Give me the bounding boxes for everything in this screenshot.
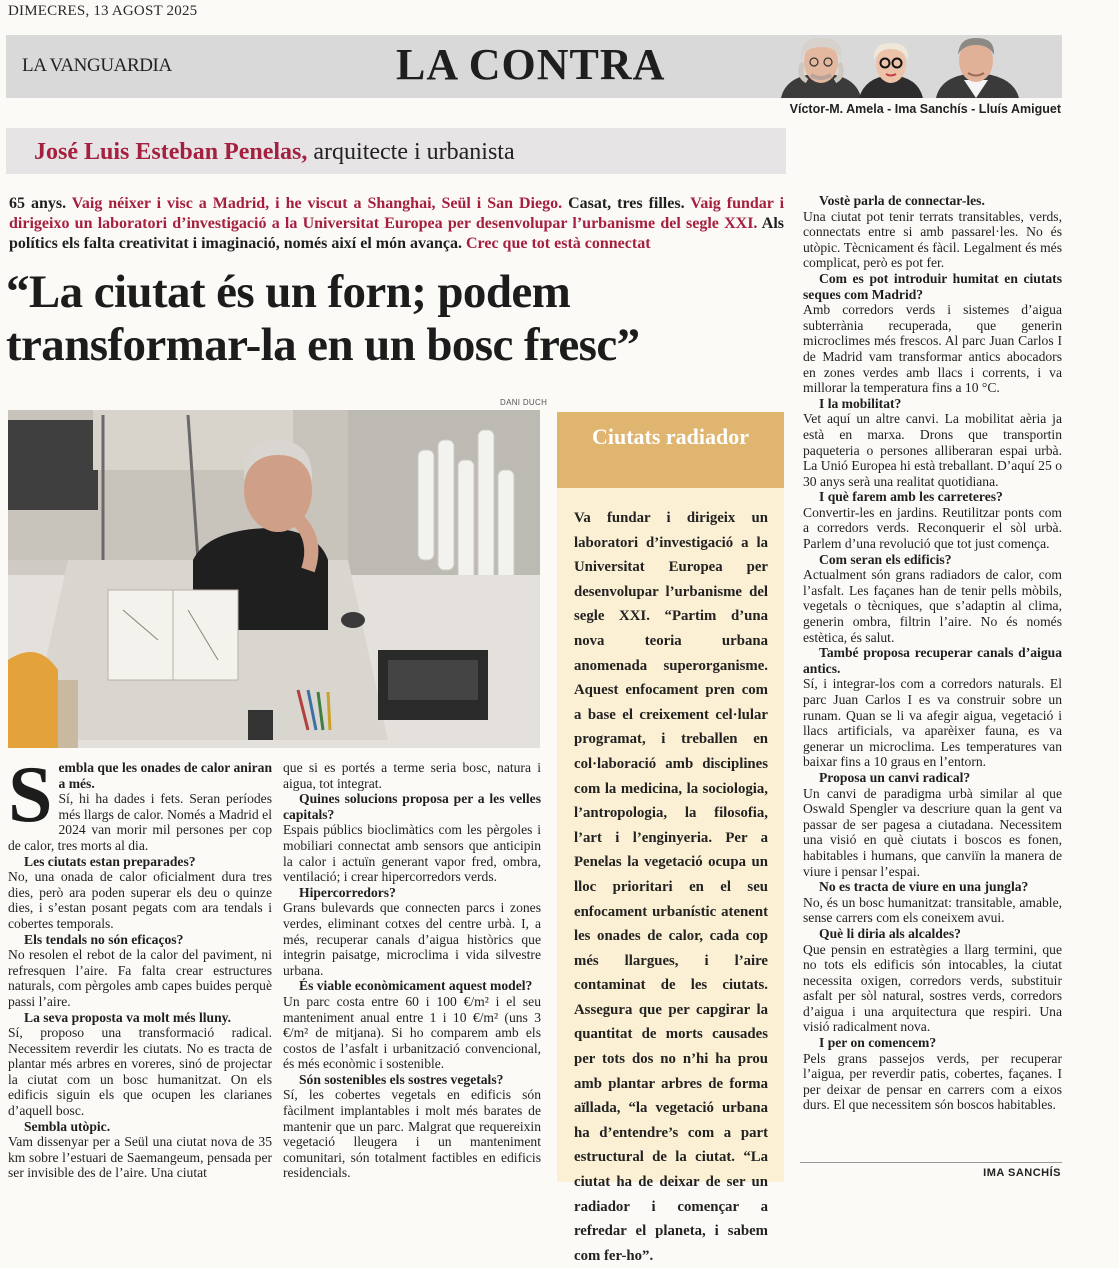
interview-answer (803, 567, 1062, 645)
paragraph-text: No, una onada de calor oficialment dura tres dies, però ara poden superar els deu o quinze dies, i s’estan posant pegats com ara tendals i cobertes temporals. (8, 869, 272, 931)
subject-name (34, 139, 515, 166)
paragraph-text: Una ciutat pot tenir terrats transitables, verds, connectats entre si amb passarel·les. No és utòpic. Tècnicament és fàcil. Legalment és més complicat, però es pot fer. (803, 208, 1062, 271)
masthead (6, 35, 1062, 98)
interview-question (283, 885, 541, 901)
paragraph-text: Un canvi de paradigma urbà similar al que Oswald Spengler va descriure quan la gent va passar de ser pagesa a ciutadana. Necessitem una visió en què ciutats i boscos es fonen, habitables i humans, que canviïn la manera de viure i pensar l’espai. (803, 785, 1062, 879)
interview-answer (803, 209, 1062, 271)
columnist-portraits-illustration (741, 35, 1062, 98)
paragraph-text: Com seran els edificis? (819, 551, 952, 567)
paragraph-text: Sí, hi ha dades i fets. Seran períodes més llargs de calor. Només a Madrid el 2024 van morir mil persones per cop de calor, tres morts al dia. (8, 791, 272, 853)
intro-text: Als polítics els falta creativitat i imaginació, només així el món avança. (9, 215, 785, 252)
paragraph-text: Un parc costa entre 60 i 100 €/m² i el seu manteniment anual entre 1 i 10 €/m² (uns 3 €/m² de mitjana). Si ho comparem amb els costos de l’asfalt i urbanització convencional, és més econòmic i sostenible. (283, 993, 541, 1072)
paragraph-text: I què farem amb les carreteres? (819, 489, 1003, 505)
paragraph-text: Com es pot introduir humitat en ciutats seques com Madrid? (803, 270, 1062, 302)
paragraph-text: Hipercorredors? (299, 884, 396, 900)
paragraph-text: Vet aquí un altre canvi. La mobilitat aèria ja està en marxa. Drons que transportin paqueteria o persones alliberaran espai urbà. La Unió Europea hi està treballant. D’aquí 25 o 30 anys serà una realitat quotidiana. (803, 411, 1062, 489)
paragraph-text: Sí, les cobertes vegetals en edificis són fàcilment implantables i molt més barates de mantenir que un parc. Malgrat que requereixin vegetació lleugera i un manteniment comunitari, són totalment factibles en edificis residencials. (283, 1087, 541, 1181)
interview-question (283, 1072, 541, 1088)
interview-answer (803, 411, 1062, 489)
paragraph-text: Vostè parla de connectar-les. (819, 193, 985, 208)
interview-question (8, 854, 272, 870)
interview-answer (8, 947, 272, 1009)
interview-question (803, 489, 1062, 505)
interview-question (283, 791, 541, 822)
paragraph-text: Grans bulevards que connecten parcs i zones verdes, eliminant cotxes del centre urbà. I, a més, recuperar canals d’aigua històrics que integrin paisatge, microclima i vida silvestre urbana. (283, 900, 541, 978)
interview-question (803, 879, 1062, 895)
interview-answer (803, 786, 1062, 880)
interview-answer (8, 869, 272, 931)
interview-question (803, 645, 1062, 676)
dateline: DIMECRES, 13 AGOST 2025 (8, 3, 198, 19)
paragraph-text: Espais públics bioclimàtics com les pèrgoles i mobiliari connectat amb sensors que anticipin la calor i actuïn generant vapor fred, ombra, ventilació; i crear hipercorredors verds. (283, 822, 541, 885)
interview-question (803, 193, 1062, 209)
interview-answer (803, 895, 1062, 926)
interview-answer (283, 1087, 541, 1181)
interview-answer (283, 994, 541, 1072)
paragraph-text: Quines solucions proposa per a les velles capitals? (283, 791, 541, 822)
interview-answer (283, 760, 541, 791)
paragraph-text: I per on comencem? (819, 1035, 937, 1051)
paragraph-text: Pels grans passejos verds, per recuperar l’aigua, per reverdir patis, cobertes, façanes. I per deixar de pensar en carrers com a eixos durs. El que necessitem són boscos habitables. (803, 1050, 1062, 1113)
interview-question (803, 271, 1062, 302)
paragraph-text: Proposa un canvi radical? (819, 769, 971, 785)
intro-highlight: Crec que tot està connectat (465, 235, 651, 252)
paragraph-text: Són sostenibles els sostres vegetals? (299, 1071, 504, 1087)
interview-answer (803, 676, 1062, 770)
sidebar-box (557, 412, 784, 1264)
interview-question (8, 1010, 272, 1026)
intro-text: Casat, tres filles. (562, 195, 691, 212)
interview-question (803, 396, 1062, 412)
paragraph-text: No es tracta de viure en una jungla? (819, 879, 1029, 895)
paragraph-text: Amb corredors verds i sistemes d’aigua subterrània recuperada, que generin microclimes més frescos. Al parc Juan Carlos I de Madrid vam transformar antics abocadors en zones verdes amb llacs i corrents, i va millorar la temperatura fins a 10 °C. (803, 302, 1062, 396)
interview-question (803, 552, 1062, 568)
interview-answer (283, 900, 541, 978)
sidebar-text: Va fundar i dirigeix un laboratori d’investigació a la Universitat Europea per desenvolupar l’urbanisme del segle XXI. “Partim d’una nova teoria urbana anomenada superorganisme. Aquest enfocament pren com a base el creixement cel·lular programat, i treballen en col·laboració amb disciplines com la medicina, la sociologia, l’antropologia, la filosofia, l’art i l’enginyeria. Per a Penelas la vegetació ocupa un lloc prioritari en el seu enfocament urbanístic atenent les onades de calor, cada cop més llargues, i l’aire contaminat de les ciutats. Assegura que per capgirar la quantitat de morts causades per tots dos no n’hi ha prou amb plantar arbres de forma aïllada, “la vegetació urbana ha d’entendre’s com a part estructural de la ciutat. “La ciutat ha de deixar de ser un radiador i començar a refredar el planeta, i sabem com fer-ho”. (574, 510, 768, 1264)
interview-question (8, 932, 272, 948)
subject-bar (6, 128, 786, 174)
signature-rule (800, 1162, 1062, 1163)
interview-column-3 (803, 193, 1062, 1113)
brand-logo[interactable]: LA VANGUARDIA (22, 55, 172, 76)
interview-question (283, 978, 541, 994)
interview-answer (803, 1051, 1062, 1113)
paragraph-text: La seva proposta va molt més lluny. (24, 1009, 232, 1025)
paragraph-text: Que pensin en estratègies a llarg termini, que no tots els edificis són intocables, la ciutat necessita oxigen, corredors verds, substituir asfalt per sòl natural, sostres verds, corredors d’aigua i una arquitectura que respiri. Una visió radicalment nova. (803, 941, 1062, 1035)
intro-highlight: Vaig fundar i dirigeixo un laboratori d’investigació a la Universitat Europea per desenvolupar l’urbanisme del segle XXI. (9, 195, 785, 232)
author-signature: IMA SANCHÍS (983, 1167, 1061, 1179)
paragraph-text: Actualment són grans radiadors de calor, com l’asfalt. Les façanes han de tenir pells mòbils, vegetals o tècniques, que s’adaptin al clima, generin ombra, filtrin l’aire. No és només estètica, és salut. (803, 567, 1062, 645)
photo-credit: DANI DUCH (500, 398, 548, 407)
intro-bio (9, 194, 784, 254)
columnist-portraits (741, 35, 1062, 98)
columnist-bylines: Víctor-M. Amela - Ima Sanchís - Lluís Amiguet (789, 102, 1061, 116)
paragraph-text: Sí, i integrar-los com a corredors naturals. El parc Juan Carlos I es va construir sobre un runam. Quan se li va afegir aigua, vegetació i llacs artificials, va aparèixer fauna, es va generar un microclima. Les temperatures van baixar fins a 10 graus en l’entorn. (803, 676, 1062, 770)
interview-answer (8, 1025, 272, 1119)
interview-column-1 (8, 751, 272, 1181)
interview-answer (803, 302, 1062, 396)
interview-question (803, 770, 1062, 786)
paragraph-text: Què li diria als alcaldes? (819, 925, 961, 941)
paragraph-text: que si es portés a terme seria bosc, natura i aigua, tot integrat. (283, 760, 541, 791)
interview-answer (8, 1134, 272, 1181)
interview-answer (803, 942, 1062, 1036)
paragraph-text: Les ciutats estan preparades? (24, 853, 196, 869)
portrait-photo (8, 410, 540, 748)
intro-highlight: Vaig néixer i visc a Madrid, i he viscut a Shanghai, Seül i San Diego. (71, 195, 563, 212)
interview-question (803, 1035, 1062, 1051)
interview-answer (283, 822, 541, 884)
drop-cap: S (8, 751, 53, 839)
paragraph-text: I la mobilitat? (819, 395, 902, 411)
sidebar-title: Ciutats radiador (557, 412, 784, 488)
paragraph-text: És viable econòmicament aquest model? (299, 978, 533, 994)
section-title: LA CONTRA (396, 40, 666, 89)
paragraph-text: No, és un bosc humanitzat: transitable, amable, sense carrers com els coneixem avui. (803, 894, 1062, 926)
paragraph-text: No resolen el rebot de la calor del paviment, ni refresquen l’aire. Fa falta crear estructures naturals, com pèrgoles amb capes buides perquè passi l’aire. (8, 947, 272, 1009)
architect-at-desk-illustration (8, 410, 540, 748)
interview-answer (803, 505, 1062, 552)
subject-name-text: José Luis Esteban Penelas, (34, 139, 308, 165)
paragraph-text: Sembla utòpic. (24, 1118, 111, 1134)
subject-role: arquitecte i urbanista (307, 139, 515, 165)
paragraph-text: Sí, proposo una transformació radical. Necessitem reverdir les ciutats. No es tracta de plantar més arbres en voreres, sinó de projectar la ciutat com un bosc humanitzat. On els edificis siguin els que ocupen les clarianes d’aquell bosc. (8, 1025, 272, 1119)
paragraph-text: embla que les onades de calor aniran a més. (58, 760, 272, 791)
paragraph-text: També proposa recuperar canals d’aigua antics. (803, 645, 1062, 676)
interview-question (8, 1119, 272, 1135)
headline: “La ciutat és un forn; podem transformar-la en un bosc fresc” (6, 266, 640, 371)
interview-column-2 (283, 760, 541, 1181)
intro-text: 65 anys. (9, 195, 72, 212)
paragraph-text: Convertir-les en jardins. Reutilitzar ponts com a corredors verds. Reconquerir el sòl urbà. Parlem d’una revolució que tot just comença. (803, 504, 1062, 552)
paragraph-text: Vam dissenyar per a Seül una ciutat nova de 35 km sobre l’estuari de Saemangeum, pensada per ser invisible des de l’aire. Una ciutat (8, 1134, 272, 1181)
paragraph-text: Els tendals no són eficaços? (24, 931, 184, 947)
interview-question (803, 926, 1062, 942)
